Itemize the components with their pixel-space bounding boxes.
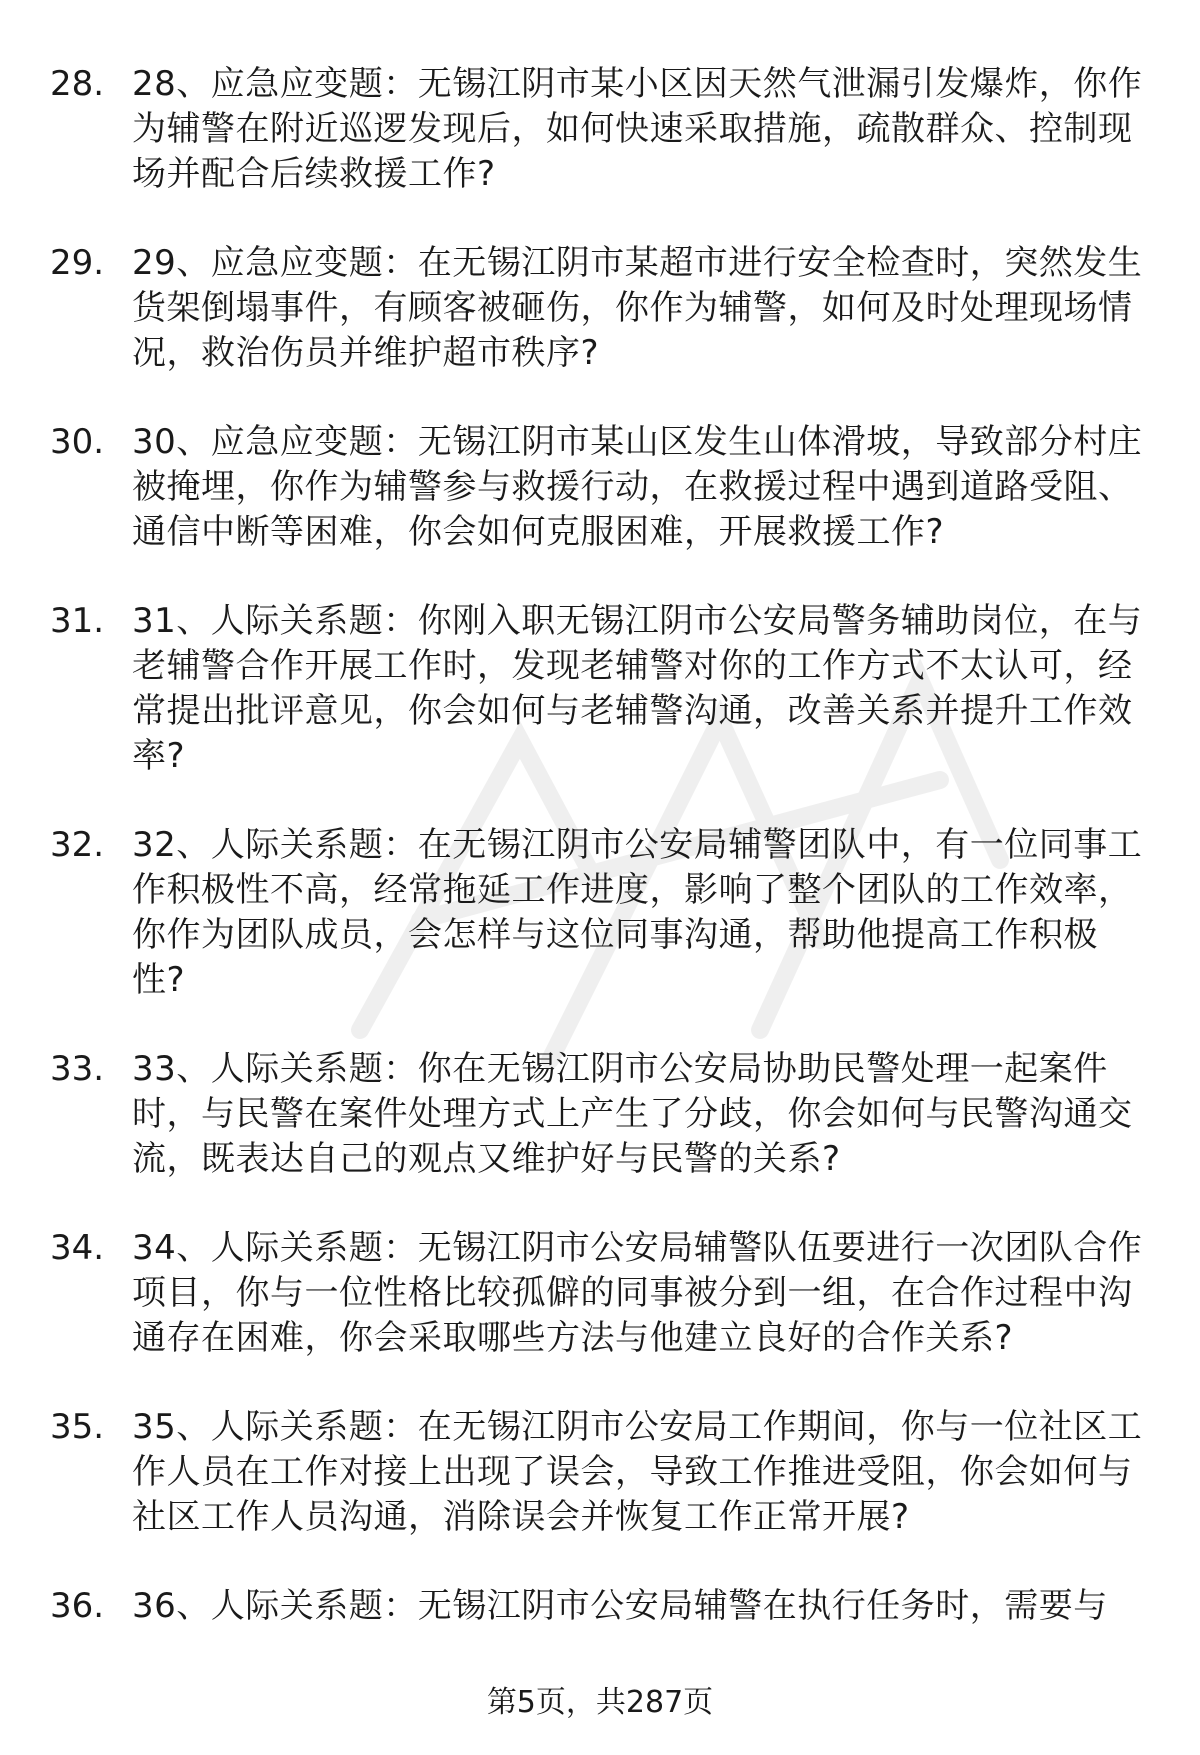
- question-text: 32、人际关系题：在无锡江阴市公安局辅警团队中，有一位同事工作积极性不高，经常拖延工作进度，影响了整个团队的工作效率，你作为团队成员，会怎样与这位同事沟通，帮助他提高工作积极性?: [132, 825, 1143, 1000]
- page-number-label: 第5页，共287页: [486, 1685, 714, 1720]
- question-number: 34.: [50, 1228, 105, 1268]
- question-text: 30、应急应变题：无锡江阴市某山区发生山体滑坡，导致部分村庄被掩埋，你作为辅警参与救援行动，在救援过程中遇到道路受阻、通信中断等困难，你会如何克服困难，开展救援工作?: [132, 422, 1143, 552]
- list-item: [50, 599, 1150, 779]
- question-number: 31.: [50, 601, 105, 641]
- question-number: 29.: [50, 243, 105, 283]
- question-list: [50, 62, 1150, 1673]
- question-text: 29、应急应变题：在无锡江阴市某超市进行安全检查时，突然发生货架倒塌事件，有顾客被砸伤，你作为辅警，如何及时处理现场情况，救治伤员并维护超市秩序?: [132, 243, 1143, 373]
- question-text: 33、人际关系题：你在无锡江阴市公安局协助民警处理一起案件时，与民警在案件处理方式上产生了分歧，你会如何与民警沟通交流，既表达自己的观点又维护好与民警的关系?: [132, 1049, 1133, 1179]
- question-text: 34、人际关系题：无锡江阴市公安局辅警队伍要进行一次团队合作项目，你与一位性格比较孤僻的同事被分到一组，在合作过程中沟通存在困难，你会采取哪些方法与他建立良好的合作关系?: [132, 1228, 1143, 1358]
- question-text: 31、人际关系题：你刚入职无锡江阴市公安局警务辅助岗位，在与老辅警合作开展工作时，发现老辅警对你的工作方式不太认可，经常提出批评意见，你会如何与老辅警沟通，改善关系并提升工作效率?: [132, 601, 1143, 776]
- list-item: [50, 1584, 1150, 1629]
- list-item: [50, 62, 1150, 197]
- list-item: [50, 1405, 1150, 1540]
- question-number: 28.: [50, 64, 105, 104]
- question-number: 33.: [50, 1049, 105, 1089]
- list-item: [50, 241, 1150, 376]
- list-item: [50, 420, 1150, 555]
- page-footer: [0, 1683, 1200, 1723]
- question-text: 35、人际关系题：在无锡江阴市公安局工作期间，你与一位社区工作人员在工作对接上出现了误会，导致工作推进受阻，你会如何与社区工作人员沟通，消除误会并恢复工作正常开展?: [132, 1407, 1143, 1537]
- list-item: [50, 1226, 1150, 1361]
- question-text: 28、应急应变题：无锡江阴市某小区因天然气泄漏引发爆炸，你作为辅警在附近巡逻发现后，如何快速采取措施，疏散群众、控制现场并配合后续救援工作?: [132, 64, 1143, 194]
- list-item: [50, 823, 1150, 1003]
- question-number: 36.: [50, 1586, 105, 1626]
- question-number: 30.: [50, 422, 105, 462]
- question-number: 35.: [50, 1407, 105, 1447]
- question-text: 36、人际关系题：无锡江阴市公安局辅警在执行任务时，需要与: [132, 1586, 1108, 1626]
- list-item: [50, 1047, 1150, 1182]
- question-number: 32.: [50, 825, 105, 865]
